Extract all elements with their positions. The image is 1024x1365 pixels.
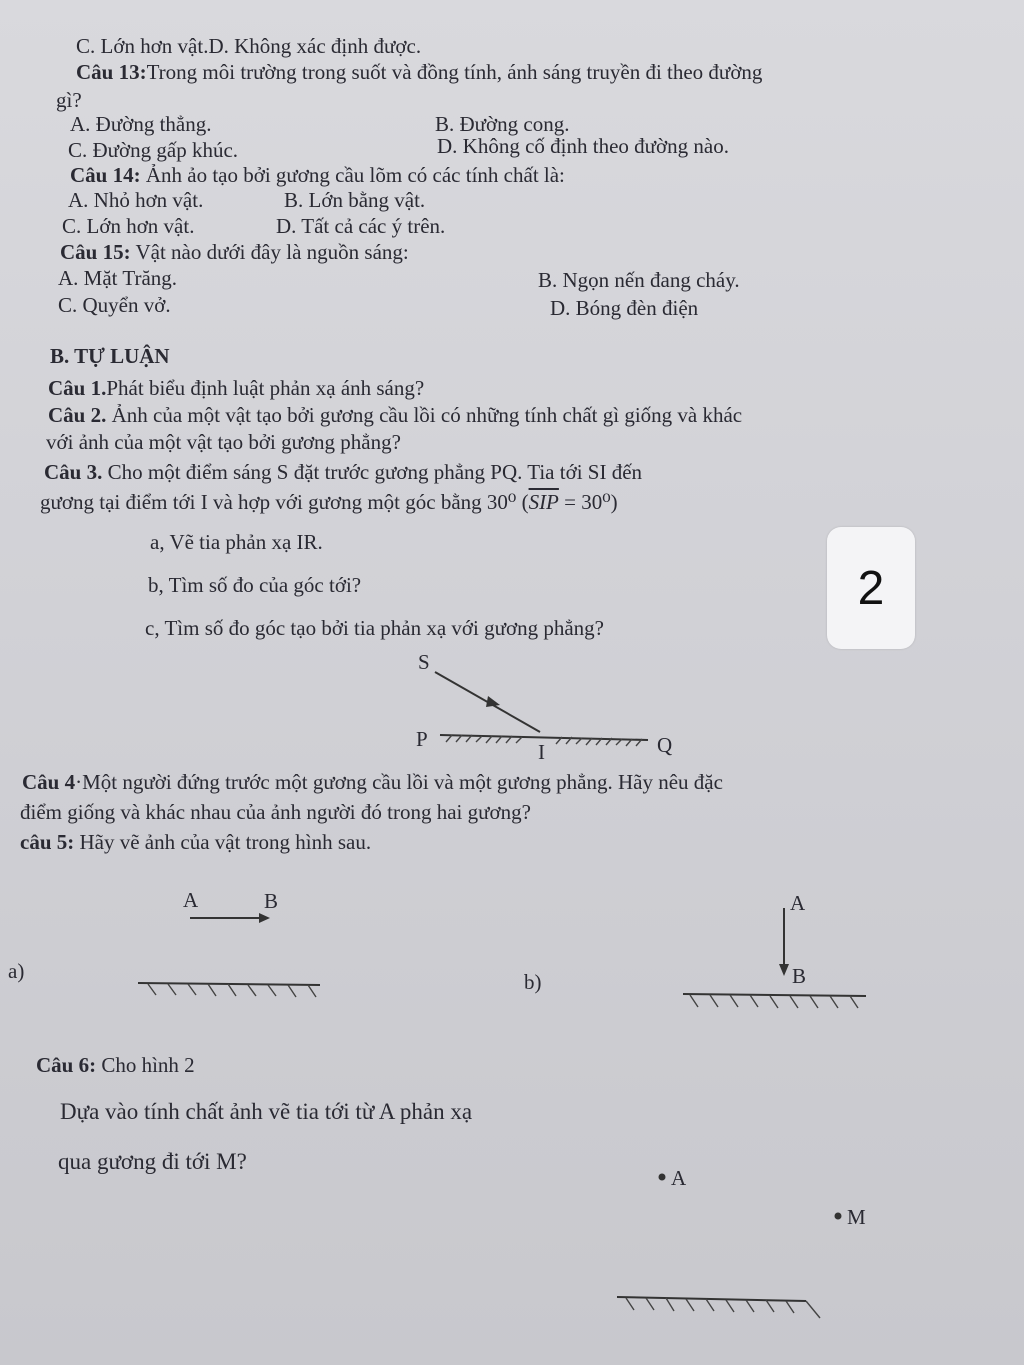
q6-label-a: A xyxy=(671,1166,687,1190)
q14-label: Câu 14: xyxy=(70,163,141,187)
label-s: S xyxy=(418,650,430,674)
b-q3-angle-value: = 30⁰) xyxy=(558,490,618,514)
b-q6-label: Câu 6: xyxy=(36,1053,97,1077)
object-ab-b-arrow-icon xyxy=(779,964,789,976)
fig-b-label-b: B xyxy=(792,964,807,988)
b-q5-line xyxy=(20,830,371,854)
b-q1-text: Phát biểu định luật phản xạ ánh sáng? xyxy=(106,376,425,400)
b-q6-text2: qua gương đi tới M? xyxy=(58,1149,247,1174)
b-q5-label: câu 5: xyxy=(20,830,75,854)
point-a-dot xyxy=(659,1174,666,1181)
b-q3-sub-b: b, Tìm số đo của góc tới? xyxy=(148,573,362,597)
b-q3-label: Câu 3. xyxy=(44,460,103,484)
b-q4-label: Câu 4 xyxy=(22,770,76,794)
b-q3-sub-c: c, Tìm số đo góc tạo bởi tia phản xạ với gương phẳng? xyxy=(145,616,604,640)
q6-label-m: M xyxy=(847,1205,866,1229)
q15-option-b: B. Ngọn nến đang cháy. xyxy=(538,268,740,292)
b-q3-angle-name: $\overline{SIP}$ xyxy=(528,490,559,514)
q15-option-a: A. Mặt Trăng. xyxy=(58,266,178,290)
q13-line2: gì? xyxy=(56,88,82,112)
label-p: P xyxy=(416,727,428,751)
b-q6-label-rest: Cho hình 2 xyxy=(96,1053,195,1077)
b-q5-text: Hãy vẽ ảnh của vật trong hình sau. xyxy=(79,830,372,854)
part-b-heading: B. TỰ LUẬN xyxy=(50,344,170,368)
ray-arrow-icon xyxy=(486,696,500,707)
fig-a-tag: a) xyxy=(8,959,25,983)
q15-text: Vật nào dưới đây là nguồn sáng: xyxy=(135,240,409,264)
q13-option-c: C. Đường gấp khúc. xyxy=(68,138,239,162)
q14-option-a: A. Nhỏ hơn vật. xyxy=(68,188,204,212)
q13-option-b: B. Đường cong. xyxy=(435,112,570,136)
q13-option-a: A. Đường thẳng. xyxy=(70,112,212,136)
label-i: I xyxy=(538,740,545,764)
b-q3-text2: gương tại điểm tới I và hợp với gương một góc bằng 30⁰ ( xyxy=(40,490,529,514)
fig-b-label-a: A xyxy=(790,891,806,915)
b-q2-label: Câu 2. xyxy=(48,403,107,427)
mirror-a-hatching xyxy=(148,984,316,997)
q14-option-c: C. Lớn hơn vật. xyxy=(62,214,195,238)
q15-label: Câu 15: xyxy=(60,240,131,264)
mirror-b-hatching xyxy=(690,995,858,1008)
q14-text: Ảnh ảo tạo bởi gương cầu lõm có các tính chất là: xyxy=(145,163,565,187)
q12-options-cd: C. Lớn hơn vật.D. Không xác định được. xyxy=(76,34,422,58)
b-q4-line1 xyxy=(22,770,723,794)
q15-option-c: C. Quyển vở. xyxy=(58,293,171,317)
page-number-badge: 2 xyxy=(827,527,915,649)
fig-a-label-a: A xyxy=(183,888,199,912)
fig-a-label-b: B xyxy=(264,889,279,913)
fig-b-tag: b) xyxy=(524,970,542,994)
q14-option-d: D. Tất cả các ý trên. xyxy=(276,214,446,238)
b-q3-sub-a: a, Vẽ tia phản xạ IR. xyxy=(150,530,323,554)
b-q2-text: Ảnh của một vật tạo bởi gương cầu lồi có những tính chất gì giống và khác xyxy=(111,403,743,427)
label-q: Q xyxy=(657,733,673,757)
mirror-q6 xyxy=(617,1297,806,1301)
q14-option-b: B. Lớn bằng vật. xyxy=(284,188,426,212)
q15-option-d: D. Bóng đèn điện xyxy=(550,296,699,320)
b-q4-text: ·Một người đứng trước một gương cầu lồi và một gương phẳng. Hãy nêu đặc xyxy=(75,770,723,794)
b-q6-line xyxy=(36,1053,195,1077)
point-m-dot xyxy=(835,1213,842,1220)
b-q3-text: Cho một điểm sáng S đặt trước gương phẳng PQ. Tia tới SI đến xyxy=(107,460,643,484)
q13-label: Câu 13: xyxy=(76,60,147,84)
b-q2-line2: với ảnh của một vật tạo bởi gương phẳng? xyxy=(46,430,401,454)
q13-option-d: D. Không cố định theo đường nào. xyxy=(437,134,729,158)
b-q6-text1: Dựa vào tính chất ảnh vẽ tia tới từ A phản xạ xyxy=(60,1099,473,1124)
b-q4-line2: điểm giống và khác nhau của ảnh người đó trong hai gương? xyxy=(20,800,531,824)
object-ab-a-arrow-icon xyxy=(259,913,270,923)
q13-text: Trong môi trường trong suốt và đồng tính, ánh sáng truyền đi theo đường xyxy=(146,60,763,84)
b-q1-label: Câu 1. xyxy=(48,376,107,400)
